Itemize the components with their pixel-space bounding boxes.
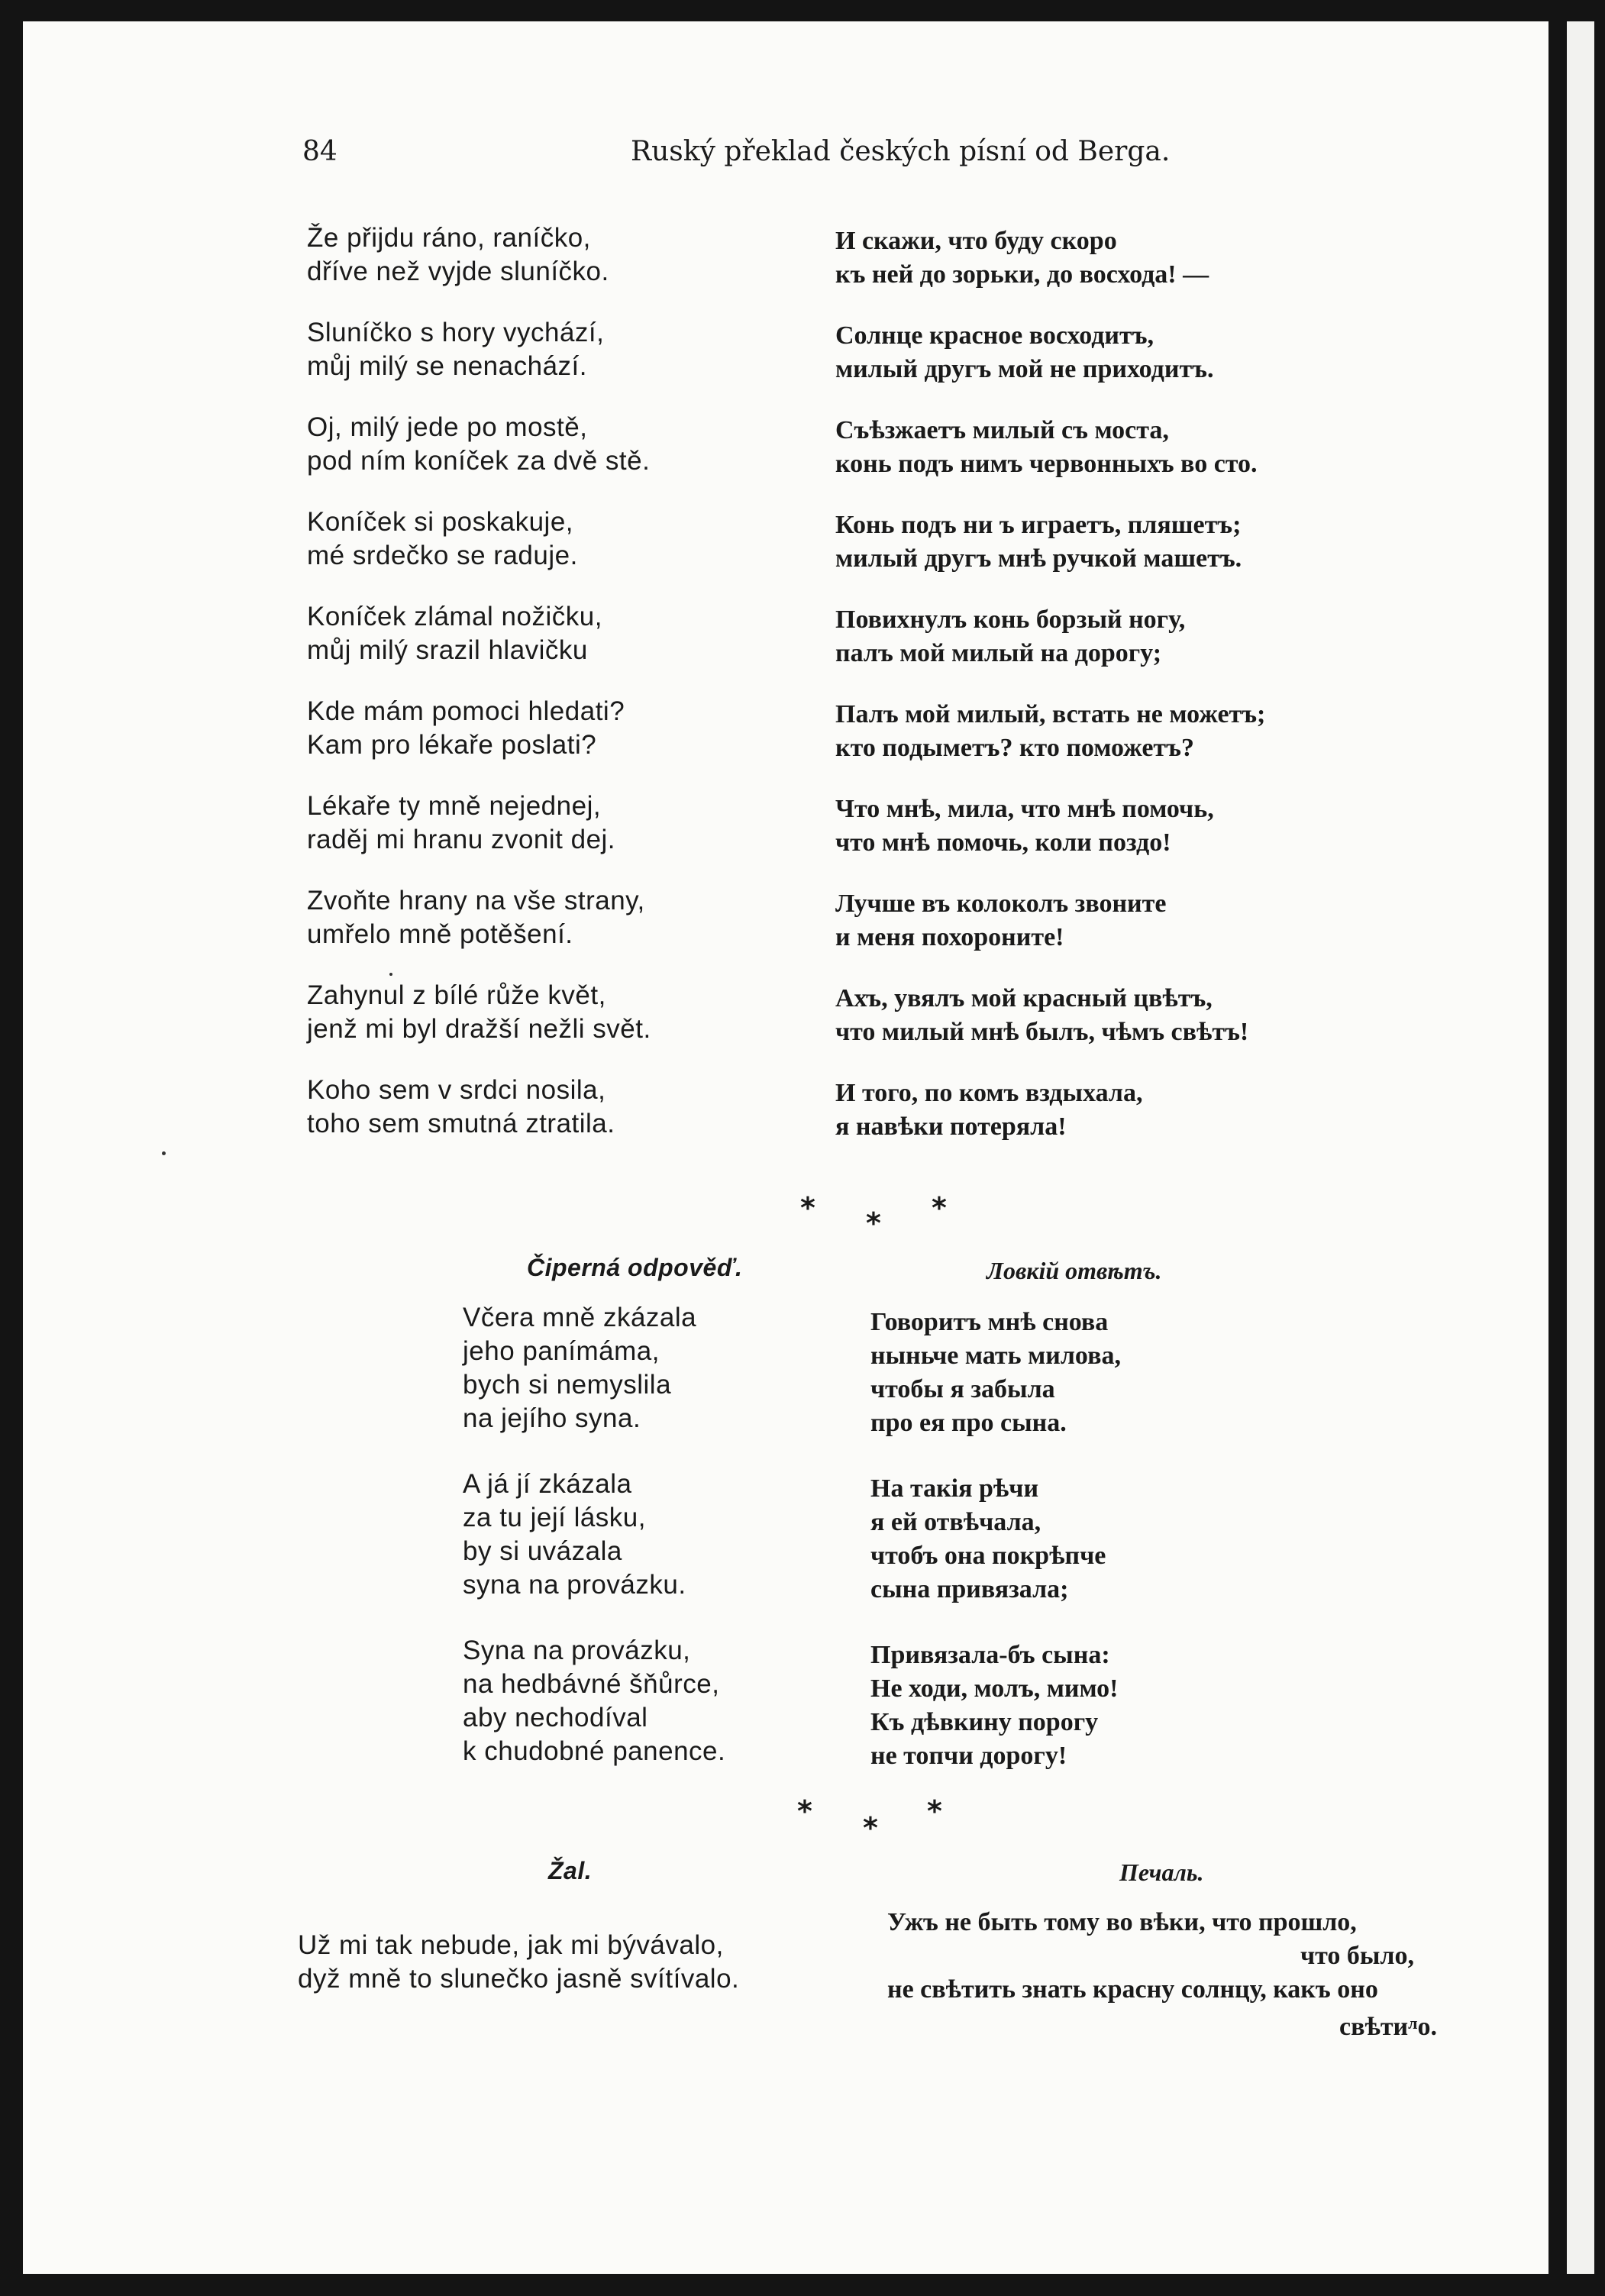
verse-line: k chudobné panence. [463,1736,726,1766]
stanza [307,221,609,289]
next-page-edge [1567,21,1594,2274]
russian-poem-title: Ловкій отвѣтъ. [987,1257,1162,1284]
verse-line: toho sem smutná ztratila. [307,1109,615,1138]
verse-line: милый другъ мнѣ ручкой машетъ. [835,544,1242,573]
verse-line: bych si nemyslila [463,1370,672,1400]
russian-poem-title: Печаль. [1119,1858,1204,1886]
verse-line: и меня похороните! [835,923,1064,951]
verse-line: Говоритъ мнѣ снова [870,1308,1109,1336]
verse-line: mé srdečko se raduje. [307,541,578,570]
verse-line: На такія рѣчи [870,1474,1039,1503]
verse-line: Повихнулъ конь борзый ногу, [835,605,1186,634]
verse-line: Ахъ, увялъ мой красный цвѣтъ, [835,984,1213,1012]
verse-line: палъ мой милый на дорогу; [835,639,1162,667]
verse-line: na jejího syna. [463,1403,641,1433]
verse-line: Včera mně zkázala [463,1303,697,1332]
separator-star: * [863,1811,878,1845]
verse-line: что мнѣ помочь, коли поздо! [835,828,1171,857]
verse-line: Лучше въ колоколъ звоните [835,890,1167,918]
stanza [463,1634,725,1768]
separator-star: * [797,1794,812,1828]
verse-line: pod ním koníček za dvě stě. [307,446,651,476]
verse-line: я навѣки потеряла! [835,1112,1067,1141]
stanza [870,1472,1106,1607]
verse-line: чтобы я забыла [870,1375,1055,1403]
separator-star: * [800,1191,815,1225]
stanza [307,695,625,762]
verse-line: не свѣтить знать красну солнцу, какъ оно [887,1975,1378,2004]
verse-line: я ей отвѣчала, [870,1508,1041,1536]
verse-line: Съѣзжаетъ милый съ моста, [835,416,1169,444]
verse-line: чтобъ она покрѣпче [870,1542,1106,1570]
verse-line: dyž mně to slunečko jasně svítívalo. [298,1964,740,1994]
verse-line: syna na provázku. [463,1570,686,1600]
verse-line: про ея про сына. [870,1409,1067,1437]
stanza [307,884,645,951]
verse-line: můj milý srazil hlavičku [307,635,588,665]
verse-line: Koníček zlámal nožičku, [307,602,602,631]
stanza [307,979,651,1046]
stanza [835,698,1265,765]
stanza [835,414,1258,481]
verse-line: Oj, milý jede po mostě, [307,412,588,442]
verse-line: Lékaře ty mně nejednej, [307,791,602,821]
verse-line: что милый мнѣ былъ, чѣмъ свѣтъ! [835,1018,1249,1046]
page-number: 84 [302,136,337,167]
stanza [835,887,1166,954]
stanza [463,1301,696,1435]
verse-line: Ужъ не быть тому во вѣки, что прошло, [887,1908,1357,1936]
verse-line: Привязала-бъ сына: [870,1641,1110,1669]
verse-line: И скажи, что буду скоро [835,227,1117,255]
verse-line: Sluníčko s hory vychází, [307,318,605,347]
stanza [870,1639,1119,1773]
verse-line: Не ходи, молъ, мимо! [870,1674,1119,1703]
verse-line: Палъ мой милый, встать не можетъ; [835,700,1266,728]
verse-line: Kam pro lékaře poslati? [307,730,597,760]
verse-line: Koníček si poskakuje, [307,507,574,537]
stanza [835,509,1242,576]
russian-couplet [887,1906,1437,2044]
verse-line: Že přijdu ráno, raníčko, [307,223,591,253]
separator-star: * [932,1191,947,1225]
stanza [307,316,604,383]
separator-star: * [927,1794,942,1828]
verse-line: za tu její lásku, [463,1503,646,1532]
czech-poem-title: Čiperná odpověď. [527,1254,743,1281]
verse-line-continuation: свѣти$^л$о. [1339,2013,1437,2041]
verse-line: dříve než vyjde sluníčko. [307,257,609,286]
verse-line: кто подыметъ? кто поможетъ? [835,734,1194,762]
verse-line: Конь подъ ни ъ играетъ, пляшетъ; [835,511,1242,539]
verse-line: jenž mi byl dražší nežli svět. [307,1014,651,1044]
stanza [307,600,602,667]
verse-line: сына привязала; [870,1575,1069,1603]
verse-line: umřelo mně potěšení. [307,919,573,949]
verse-line: Kde mám pomoci hledati? [307,696,625,726]
verse-line: Къ дѣвкину порогу [870,1708,1099,1736]
verse-line: můj milý se nenachází. [307,351,587,381]
verse-line: Солнце красное восходитъ, [835,321,1155,350]
czech-couplet [298,1929,739,1996]
stanza [870,1306,1121,1440]
stanza [307,411,650,478]
verse-line: jeho panímáma, [463,1336,660,1366]
stanza [835,793,1214,860]
stanza [835,224,1209,292]
verse-line: конь подъ нимъ червонныхъ во сто. [835,450,1258,478]
verse-line: милый другъ мой не приходитъ. [835,355,1214,383]
stanza [835,982,1248,1049]
stanza [835,319,1214,386]
verse-line: И того, по комъ вздыхала, [835,1079,1143,1107]
verse-line: Koho sem v srdci nosila, [307,1075,606,1105]
stanza [307,790,615,857]
stanza [835,603,1185,670]
verse-line: na hedbávné šňůrce, [463,1669,720,1699]
verse-line: A já jí zkázala [463,1469,632,1499]
czech-poem-title: Žal. [548,1857,593,1884]
scan-speck [389,973,392,976]
verse-line-continuation: что было, [1300,1942,1414,1970]
stanza [307,505,578,573]
separator-star: * [866,1206,881,1240]
verse-line: raděj mi hranu zvonit dej. [307,825,616,854]
verse-line: не топчи дорогу! [870,1742,1067,1770]
scan-speck [162,1151,166,1155]
verse-line: by si uvázala [463,1536,622,1566]
verse-line: къ ней до зорьки, до восхода! — [835,260,1209,289]
running-header: Ruský překlad českých písní od Berga. [631,136,1171,167]
verse-line: Syna na provázku, [463,1636,691,1665]
verse-line: aby nechodíval [463,1703,648,1732]
verse-line: Už mi tak nebude, jak mi bývávalo, [298,1930,724,1960]
stanza [307,1074,615,1141]
stanza [835,1077,1142,1144]
verse-line: Zvoňte hrany na vše strany, [307,886,645,915]
verse-line: Zahynul z bílé růže květ, [307,980,606,1010]
verse-line: Что мнѣ, мила, что мнѣ помочь, [835,795,1214,823]
stanza [463,1468,686,1602]
verse-line: ныньче мать милова, [870,1342,1121,1370]
